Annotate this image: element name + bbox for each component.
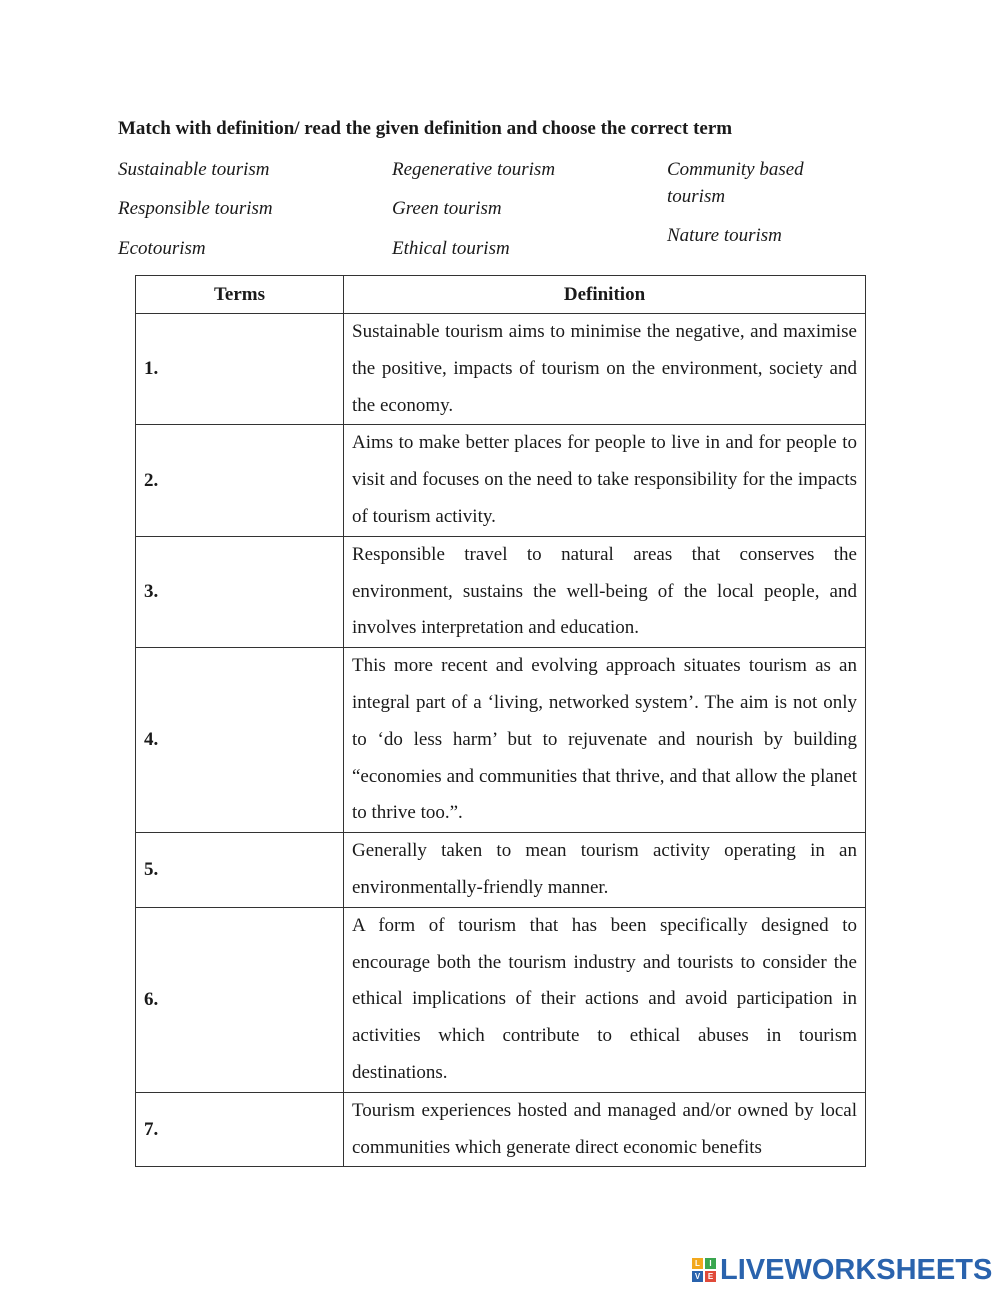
liveworksheets-logo[interactable] bbox=[692, 1255, 992, 1285]
term-ethical-tourism: Ethical tourism bbox=[392, 238, 510, 259]
term-regenerative-tourism: Regenerative tourism bbox=[392, 159, 556, 180]
table-row bbox=[136, 425, 866, 536]
table-row bbox=[136, 536, 866, 647]
definition-cell-1: Sustainable tourism aims to minimise the negative, and maximise the positive, impacts of tourism on the environment, society and the economy. bbox=[344, 314, 866, 425]
term-bank bbox=[118, 156, 858, 266]
definition-cell-3: Responsible travel to natural areas that conserves the environment, sustains the well-being of the local people, and involves interpretation and education. bbox=[344, 536, 866, 647]
table-row bbox=[136, 907, 866, 1092]
table-row bbox=[136, 314, 866, 425]
term-answer-cell-6[interactable]: 6. bbox=[136, 907, 344, 1092]
table-row bbox=[136, 1092, 866, 1167]
term-community-based-tourism: Community based tourism bbox=[667, 159, 804, 207]
definition-cell-5: Generally taken to mean tourism activity operating in an environmentally-friendly manner. bbox=[344, 833, 866, 908]
term-ecotourism: Ecotourism bbox=[118, 238, 206, 259]
logo-text: LIVEWORKSHEETS bbox=[720, 1253, 993, 1286]
table-row bbox=[136, 648, 866, 833]
term-answer-cell-2[interactable]: 2. bbox=[136, 425, 344, 536]
term-answer-cell-5[interactable]: 5. bbox=[136, 833, 344, 908]
term-answer-cell-7[interactable]: 7. bbox=[136, 1092, 344, 1167]
table-row bbox=[136, 833, 866, 908]
logo-block-e: E bbox=[705, 1271, 716, 1282]
definition-cell-6: A form of tourism that has been specifically designed to encourage both the tourism industry and tourists to consider the ethical implications of their actions and avoid participation in activities which contribute to ethical abuses in tourism destinations. bbox=[344, 907, 866, 1092]
page-heading: Match with definition/ read the given definition and choose the correct term bbox=[118, 118, 733, 139]
logo-block-v: V bbox=[692, 1271, 703, 1282]
term-answer-cell-3[interactable]: 3. bbox=[136, 536, 344, 647]
terms-header: Terms bbox=[136, 276, 344, 314]
term-nature-tourism: Nature tourism bbox=[667, 225, 782, 246]
term-green-tourism: Green tourism bbox=[392, 198, 502, 219]
logo-blocks-icon bbox=[692, 1258, 716, 1282]
logo-block-l: L bbox=[692, 1258, 703, 1269]
definition-header: Definition bbox=[344, 276, 866, 314]
logo-block-i: I bbox=[705, 1258, 716, 1269]
term-answer-cell-1[interactable]: 1. bbox=[136, 314, 344, 425]
matching-table bbox=[135, 275, 866, 1167]
term-answer-cell-4[interactable]: 4. bbox=[136, 648, 344, 833]
definition-cell-7: Tourism experiences hosted and managed and/or owned by local communities which generate direct economic benefits bbox=[344, 1092, 866, 1167]
table-header-row bbox=[136, 276, 866, 314]
term-responsible-tourism: Responsible tourism bbox=[118, 198, 273, 219]
definition-cell-4: This more recent and evolving approach situates tourism as an integral part of a ‘living, networked system’. The aim is not only to ‘do less harm’ but to rejuvenate and nourish by building “economies and communities that thrive, and that allow the planet to thrive too.”. bbox=[344, 648, 866, 833]
term-sustainable-tourism: Sustainable tourism bbox=[118, 159, 270, 180]
definition-cell-2: Aims to make better places for people to live in and for people to visit and focuses on the need to take responsibility for the impacts of tourism activity. bbox=[344, 425, 866, 536]
